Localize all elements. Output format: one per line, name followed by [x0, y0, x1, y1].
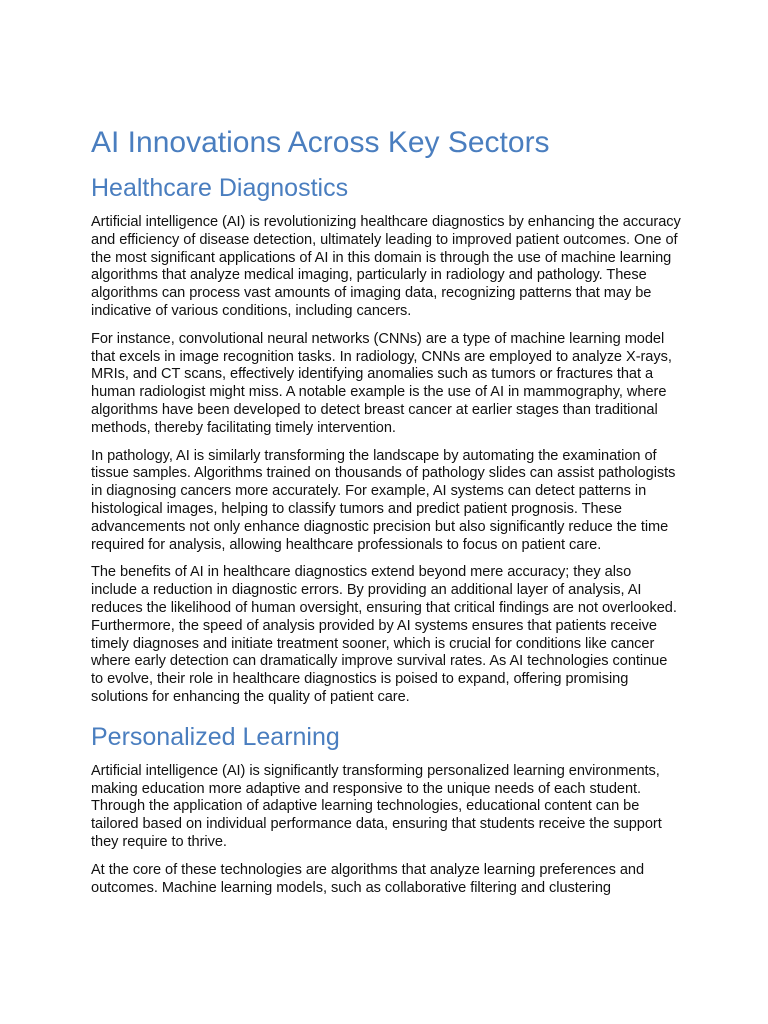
document-title: AI Innovations Across Key Sectors	[91, 126, 550, 159]
paragraph: For instance, convolutional neural networks (CNNs) are a type of machine learning model that excels in image recognition tasks. In radiology, CNNs are employed to analyze X-rays, MRIs, and CT scans, effectively identifying anomalies such as tumors or fractures that a human radiologist might miss. A notable example is the use of AI in mammography, where algorithms have been developed to detect breast cancer at earlier stages than traditional methods, thereby facilitating timely intervention.	[91, 330, 672, 436]
paragraph: At the core of these technologies are algorithms that analyze learning preferences and outcomes. Machine learning models, such as collaborative filtering and clustering	[91, 861, 645, 896]
section-heading-personalized-learning: Personalized Learning	[91, 722, 340, 751]
document-page	[91, 124, 681, 897]
paragraph: The benefits of AI in healthcare diagnostics extend beyond mere accuracy; they also include a reduction in diagnostic errors. By providing an additional layer of analysis, AI reduces the likelihood of human oversight, ensuring that critical findings are not overlooked. Furthermore, the speed of analysis provided by AI systems ensures that patients receive timely diagnoses and initiate treatment sooner, which is crucial for conditions like cancer where early detection can dramatically improve survival rates. As AI technologies continue to evolve, their role in healthcare diagnostics is poised to expand, offering promising solutions for enhancing the quality of patient care.	[91, 564, 677, 705]
paragraph: Artificial intelligence (AI) is significantly transforming personalized learning environments, making education more adaptive and responsive to the unique needs of each student. Through the application of adaptive learning technologies, educational content can be tailored based on individual performance data, ensuring that students receive the support they require to thrive.	[91, 762, 662, 850]
paragraph: In pathology, AI is similarly transforming the landscape by automating the examination of tissue samples. Algorithms trained on thousands of pathology slides can assist pathologists in diagnosing cancers more accurately. For example, AI systems can detect patterns in histological images, helping to classify tumors and predict patient prognosis. These advancements not only enhance diagnostic precision but also significantly reduce the time required for analysis, allowing healthcare professionals to focus on patient care.	[91, 447, 676, 553]
section-heading-healthcare: Healthcare Diagnostics	[91, 174, 349, 202]
paragraph: Artificial intelligence (AI) is revolutionizing healthcare diagnostics by enhancing the accuracy and efficiency of disease detection, ultimately leading to improved patient outcomes. One of the most significant applications of AI in this domain is through the use of machine learning algorithms that analyze medical imaging, particularly in radiology and pathology. These algorithms can process vast amounts of imaging data, recognizing patterns that may be indicative of various conditions, including cancers.	[91, 214, 681, 319]
